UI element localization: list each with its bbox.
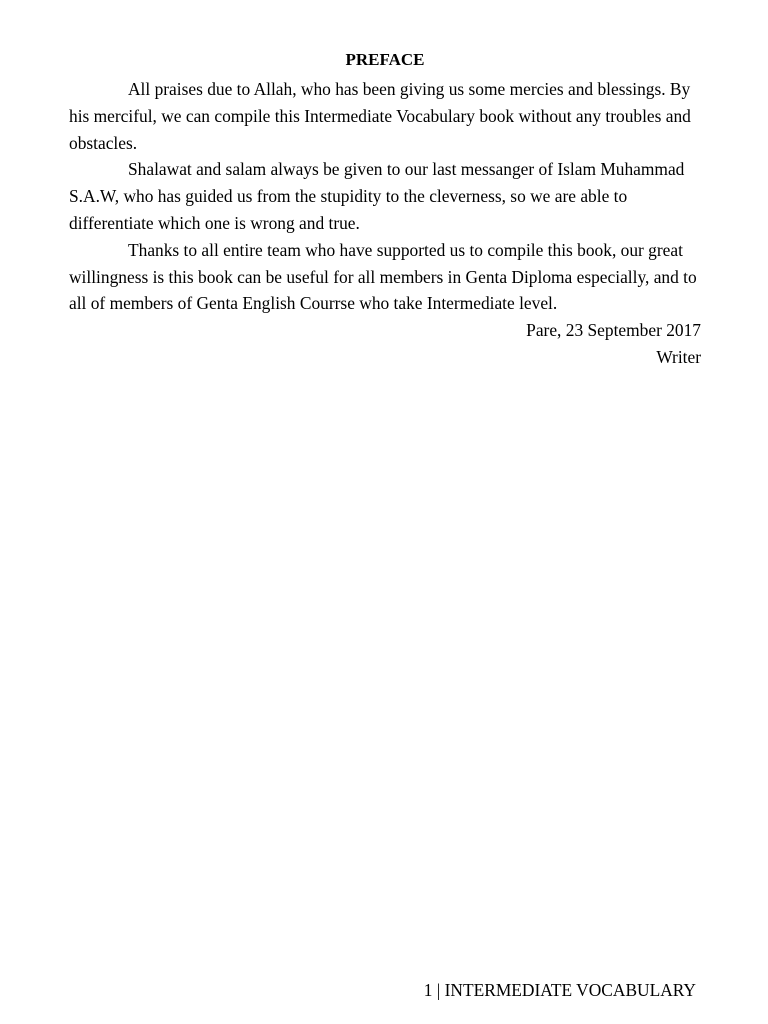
paragraph-shalawat: Shalawat and salam always be given to our last messanger of Islam Muhammad S.A.W, who has guided us from the stupidity to the cleverness, so we are able to differentiate which one is wrong and true. <box>69 159 685 233</box>
paragraph-thanks: Thanks to all entire team who have supported us to compile this book, our great willingness is this book can be useful for all members in Genta Diploma especially, and to all of members of Genta English Courrse who take Intermediate level. <box>69 239 697 314</box>
signature-author: Writer <box>656 346 701 367</box>
page-title: PREFACE <box>345 50 425 69</box>
page-footer <box>424 978 696 1002</box>
running-title: INTERMEDIATE VOCABULARY <box>444 980 696 1000</box>
page-content <box>69 50 701 371</box>
footer-separator: | <box>436 980 441 1000</box>
paragraph-praises: All praises due to Allah, who has been giving us some mercies and blessings. By his merciful, we can compile this Intermediate Vocabulary book without any troubles and obstacles. <box>69 79 691 153</box>
signature-place-date: Pare, 23 September 2017 <box>526 320 701 341</box>
page-number: 1 <box>423 980 433 1000</box>
